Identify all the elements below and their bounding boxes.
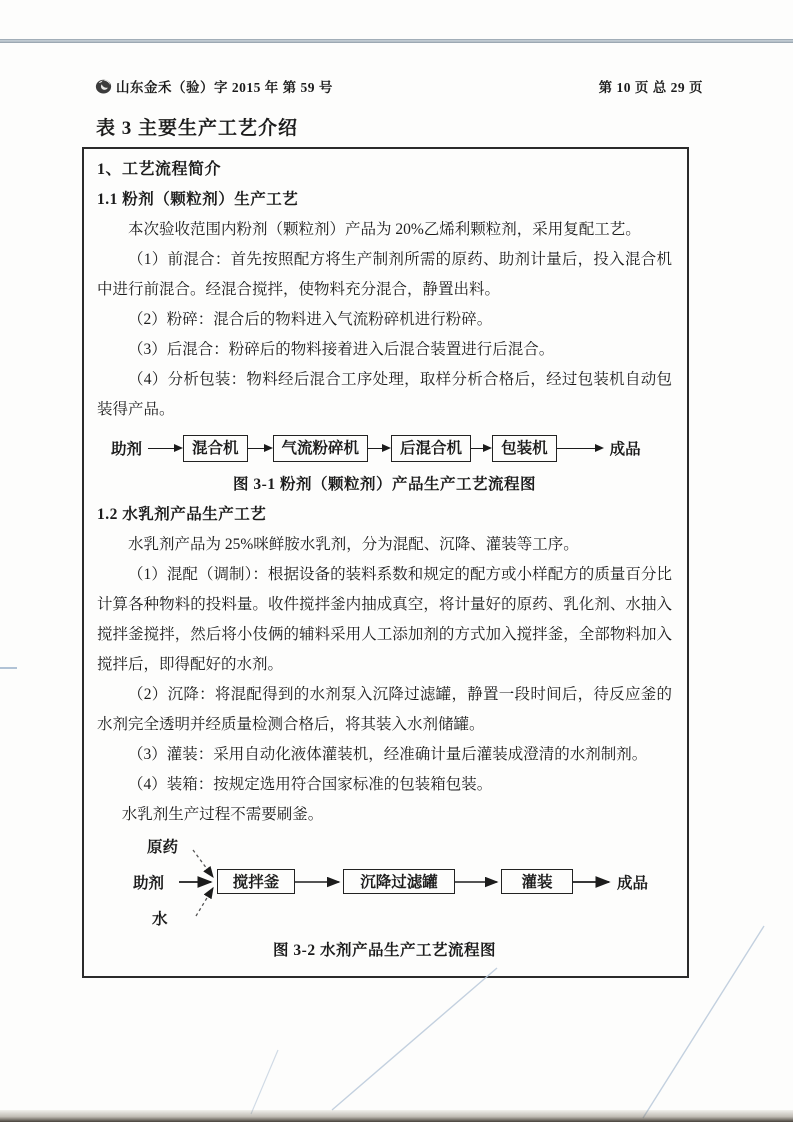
flow-step-box: 沉降过滤罐 [343,869,455,894]
flow2-input-label: 水 [152,911,168,928]
figure-3-1-caption: 图 3-1 粉剂（颗粒剂）产品生产工艺流程图 [233,476,536,493]
flow1-input-label: 助剂 [111,441,143,458]
flow-step-box: 气流粉碎机 [273,435,369,462]
flow-step-box: 灌装 [501,869,573,894]
arrow-right-icon [148,444,183,452]
flow2-input-label: 助剂 [133,875,165,892]
paragraph: 水乳剂生产过程不需要刷釜。 [121,806,324,823]
figure-3-2-caption: 图 3-2 水剂产品生产工艺流程图 [273,942,496,959]
paragraph: （2）粉碎：混合后的物料进入气流粉碎机进行粉碎。 [128,311,493,328]
flow2-input-label: 原药 [147,839,179,856]
paragraph: 本次验收范围内粉剂（颗粒剂）产品为 20%乙烯利颗粒剂，采用复配工艺。 [128,221,641,238]
flow1-output-label: 成品 [609,441,641,458]
scan-left-margin-mark [0,667,17,669]
section-1-1-heading: 1.1 粉剂（颗粒剂）生产工艺 [97,191,299,208]
scanner-bottom-edge-shadow [0,1110,793,1122]
table-title: 表 3 主要生产工艺介绍 [96,118,299,139]
scanner-top-edge-line [0,39,793,43]
paragraph: （1）混配（调制）：根据设备的装料系数和规定的配方或小样配方的质量百分比计算各种物料的投料量。收件搅拌釜内抽成真空，将计量好的原药、乳化剂、水抽入搅拌釜搅拌，然后将小伎俩的辅料采用人工添加剂的方式加入搅拌釜，全部物料加入搅拌后，即得配好的水剂。 [97,566,672,673]
section-1-heading: 1、工艺流程简介 [97,161,222,178]
paragraph: （1）前混合：首先按照配方将生产制剂所需的原药、助剂计量后，投入混合机中进行前混合。经混合搅拌，使物料充分混合，静置出料。 [97,251,672,298]
arrow-right-icon [471,444,492,452]
page-header [95,76,703,96]
process-description-box [82,147,689,978]
flow-step-box: 包装机 [492,435,557,462]
arrow-right-icon [368,444,391,452]
flow-step-box: 搅拌釜 [217,869,295,894]
figure-3-2-flow-diagram [97,834,672,934]
flow-step-box: 后混合机 [391,435,471,462]
paragraph: （3）后混合：粉碎后的物料接着进入后混合装置进行后混合。 [128,341,555,358]
paragraph: 水乳剂产品为 25%咪鲜胺水乳剂，分为混配、沉降、灌装等工序。 [128,536,579,553]
paragraph: （3）灌装：采用自动化液体灌装机，经准确计量后灌装成澄清的水剂制剂。 [128,746,648,763]
paragraph: （4）分析包装：物料经后混合工序处理，取样分析合格后，经过包装机自动包装得产品。 [97,371,672,418]
flow2-output-label: 成品 [617,875,649,892]
paragraph: （4）装箱：按规定选用符合国家标准的包装箱包装。 [128,776,493,793]
document-number-block [95,76,333,96]
arrow-right-icon [557,444,604,452]
figure-3-1-flow-diagram [111,428,672,468]
paragraph: （2）沉降：将混配得到的水剂泵入沉降过滤罐，静置一段时间后，待反应釜的水剂完全透明并经质量检测合格后，将其装入水剂储罐。 [97,686,672,733]
publisher-logo-icon [95,78,112,94]
document-number: 山东金禾（验）字 2015 年 第 59 号 [116,80,333,95]
arrow-right-icon [248,444,273,452]
flow-step-box: 混合机 [183,435,248,462]
section-1-2-heading: 1.2 水乳剂产品生产工艺 [97,506,267,523]
page-number: 第 10 页 总 29 页 [598,80,703,95]
